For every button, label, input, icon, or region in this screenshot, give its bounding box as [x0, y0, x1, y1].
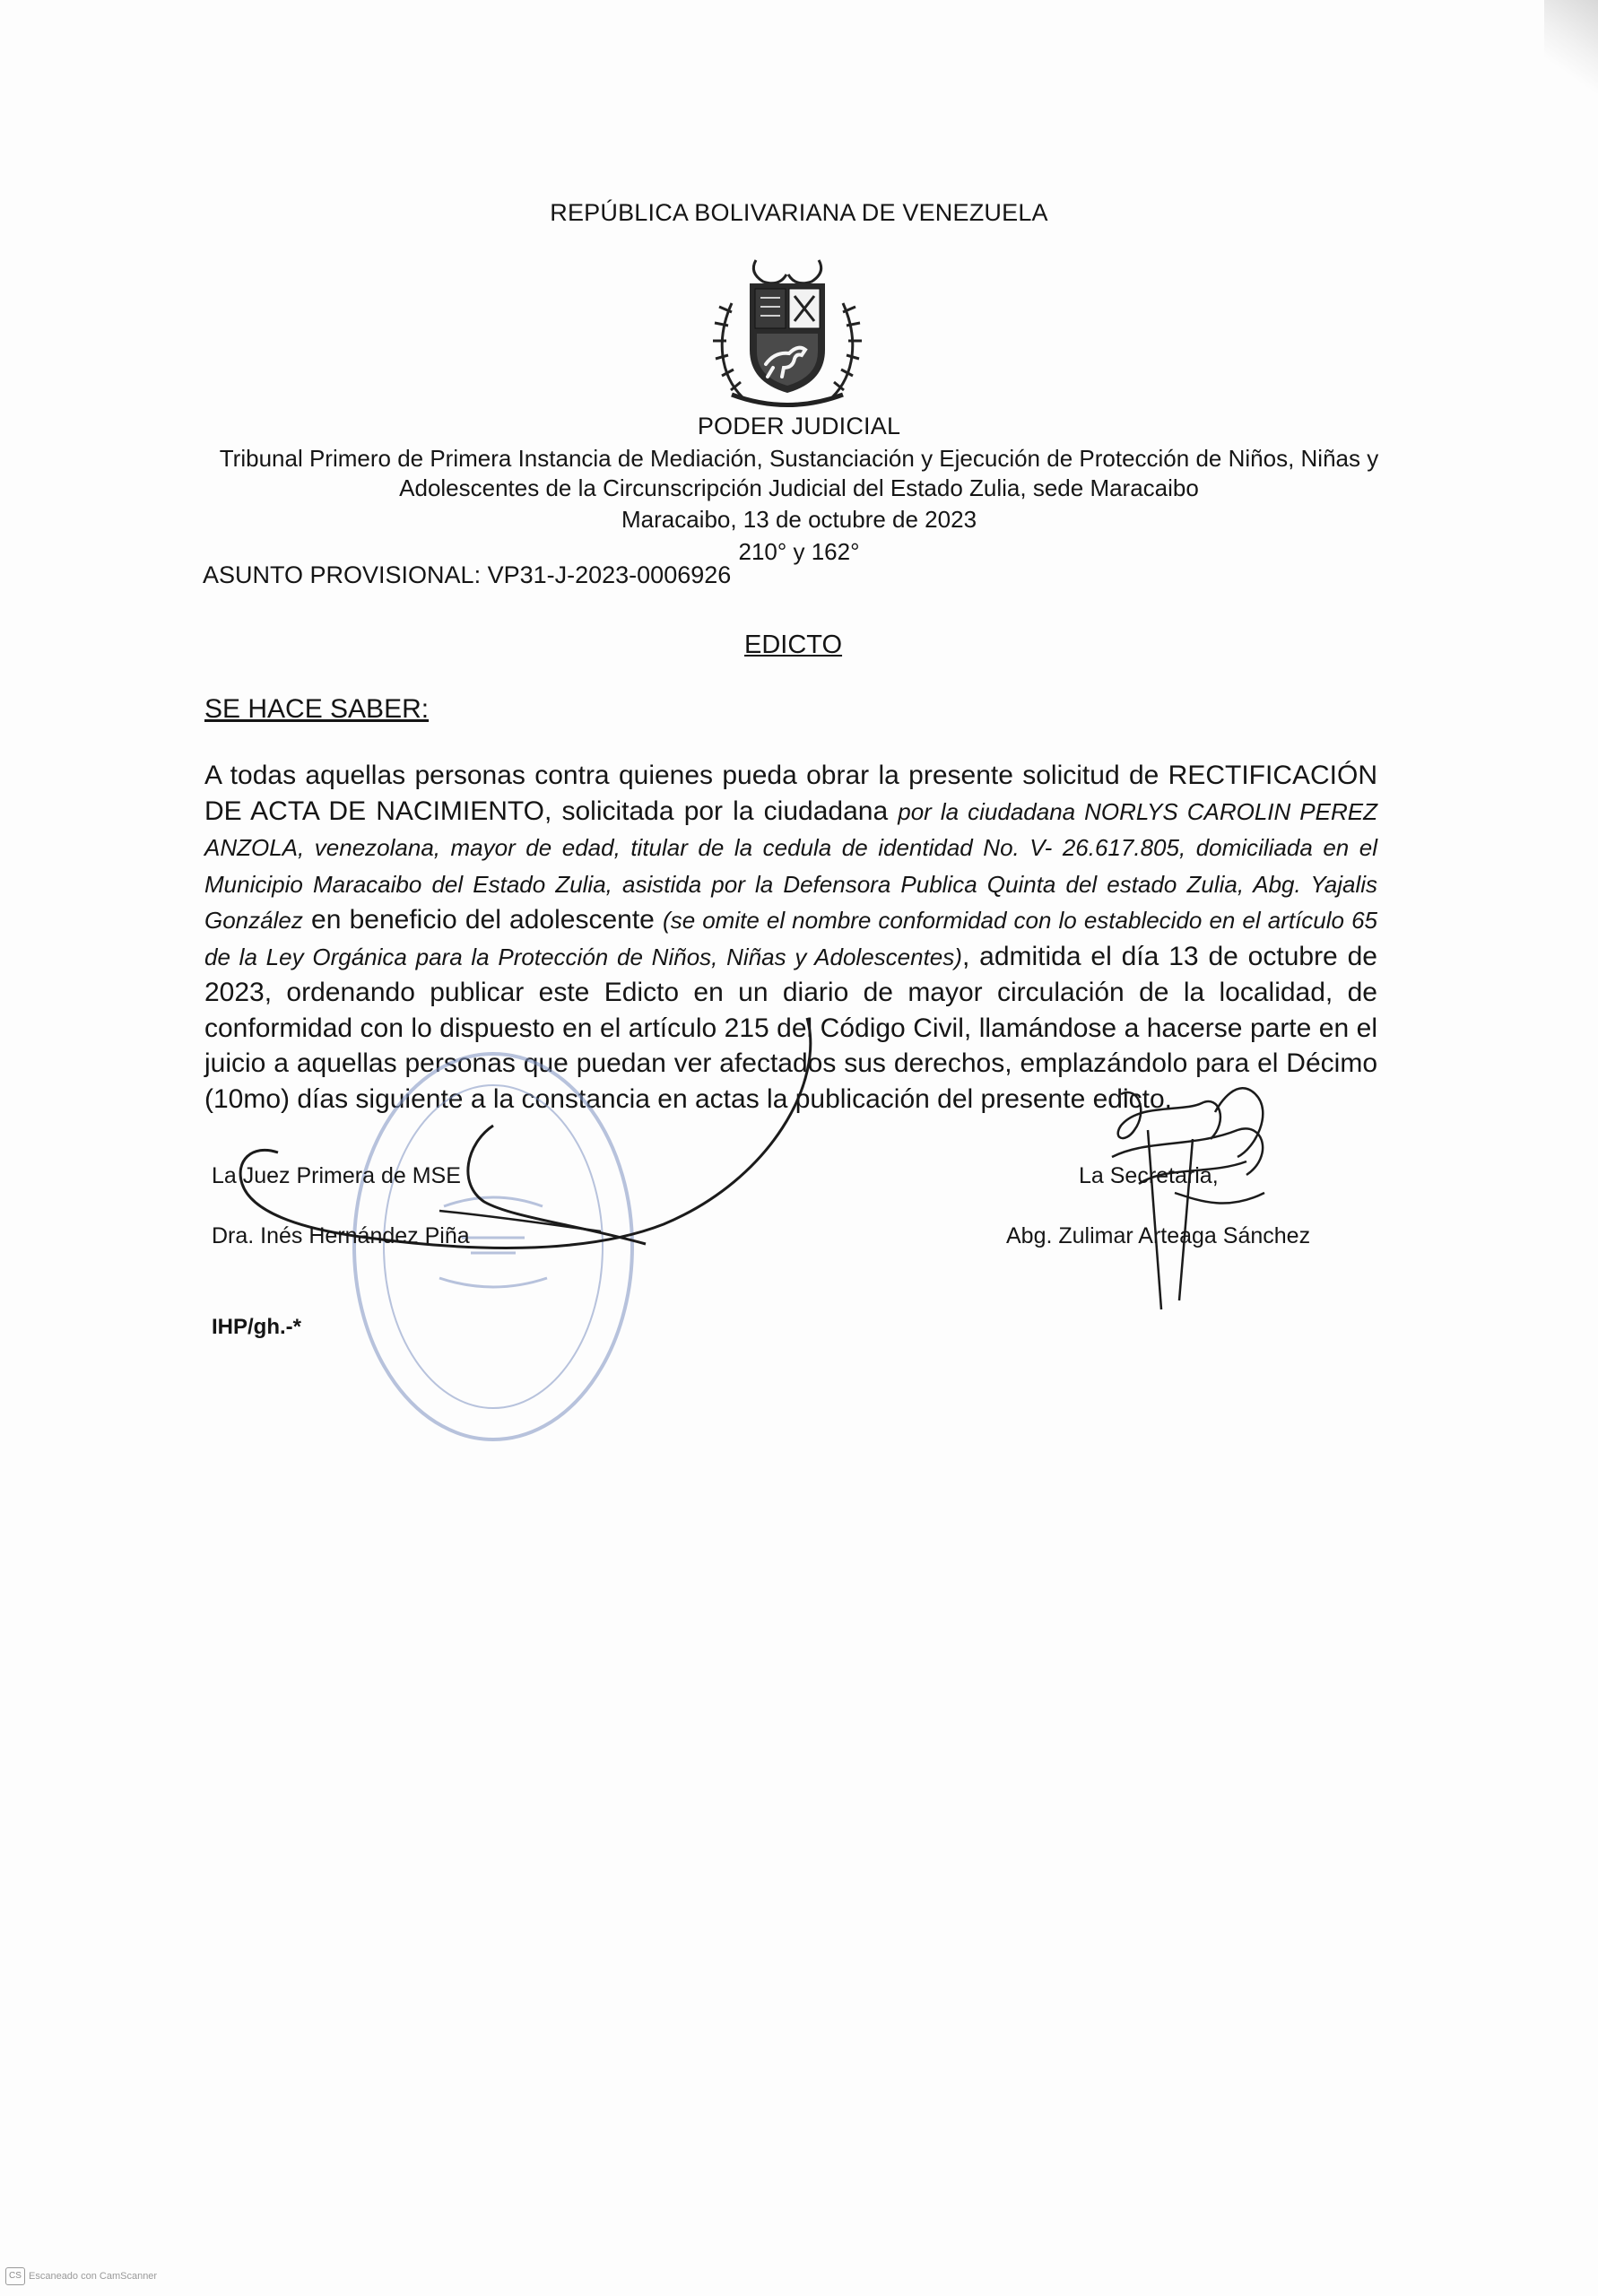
judge-name: Dra. Inés Hernández Piña — [212, 1223, 470, 1248]
body-name-omission-note: (se omite el nombre conformidad con lo establecido en el artículo 65 de la Ley Orgánica para la Protección de Niños, Niñas y Adolescentes) — [204, 907, 1377, 970]
coat-of-arms-icon — [707, 240, 868, 415]
case-number: ASUNTO PROVISIONAL: VP31-J-2023-0006926 — [203, 561, 732, 588]
secretary-name: Abg. Zulimar Arteaga Sánchez — [1006, 1223, 1311, 1248]
secretary-signature — [1085, 1076, 1309, 1318]
body-applicant-details: por la ciudadana NORLYS CAROLIN PEREZ ANZOLA, venezolana, mayor de edad, titular de la cedula de identidad No. V- 26.617.805, domiciliada en el Municipio Maracaibo del Estado Zulia, asistida por la Defensora Publica Quinta del estado Zulia, Abg. Yajalis González — [204, 797, 1377, 934]
judge-title: La Juez Primera de MSE — [212, 1163, 461, 1188]
secretary-title: La Secretaria, — [1079, 1163, 1219, 1188]
typist-reference: IHP/gh.-* — [212, 1315, 301, 1339]
camscanner-logo-icon: CS — [5, 2267, 25, 2285]
court-name-line-2: Adolescentes de la Circunscripción Judicial del Estado Zulia, sede Maracaibo — [399, 474, 1199, 501]
body-admission-and-summons: , admitida el día 13 de octubre de 2023, ordenando publicar este Edicto en un diario de mayor circulación de la localidad, de conformidad con lo dispuesto en el artículo 215 del Código Civil, llamándose a hacerse parte en el juicio a aquellas personas que puedan ver afectados sus derechos, emplazándolo para el Décimo (10mo) días siguiente a la constancia en actas la publicación del presente edicto. — [204, 941, 1377, 1114]
body-beneficiary: en beneficio del adolescente — [302, 905, 664, 935]
court-name-line-1: Tribunal Primero de Primera Instancia de Mediación, Sustanciación y Ejecución de Protección de Niños, Niñas y — [219, 445, 1379, 472]
branch-heading: PODER JUDICIAL — [697, 413, 901, 439]
body-intro: A todas aquellas personas contra quienes pueda obrar la presente solicitud de RECTIFICACIÓN DE ACTA DE NACIMIENTO, solicitada por la ciudadana — [204, 761, 1377, 826]
document-title: EDICTO — [744, 631, 843, 659]
independence-years: 210° y 162° — [738, 538, 860, 565]
scanner-footer — [5, 2267, 157, 2285]
scanner-footer-text: Escaneado con CamScanner — [29, 2270, 158, 2282]
scan-corner-shadow — [1544, 0, 1598, 99]
notice-heading: SE HACE SABER: — [204, 694, 430, 724]
republic-heading: REPÚBLICA BOLIVARIANA DE VENEZUELA — [550, 199, 1048, 226]
document-date: Maracaibo, 13 de octubre de 2023 — [621, 506, 977, 533]
